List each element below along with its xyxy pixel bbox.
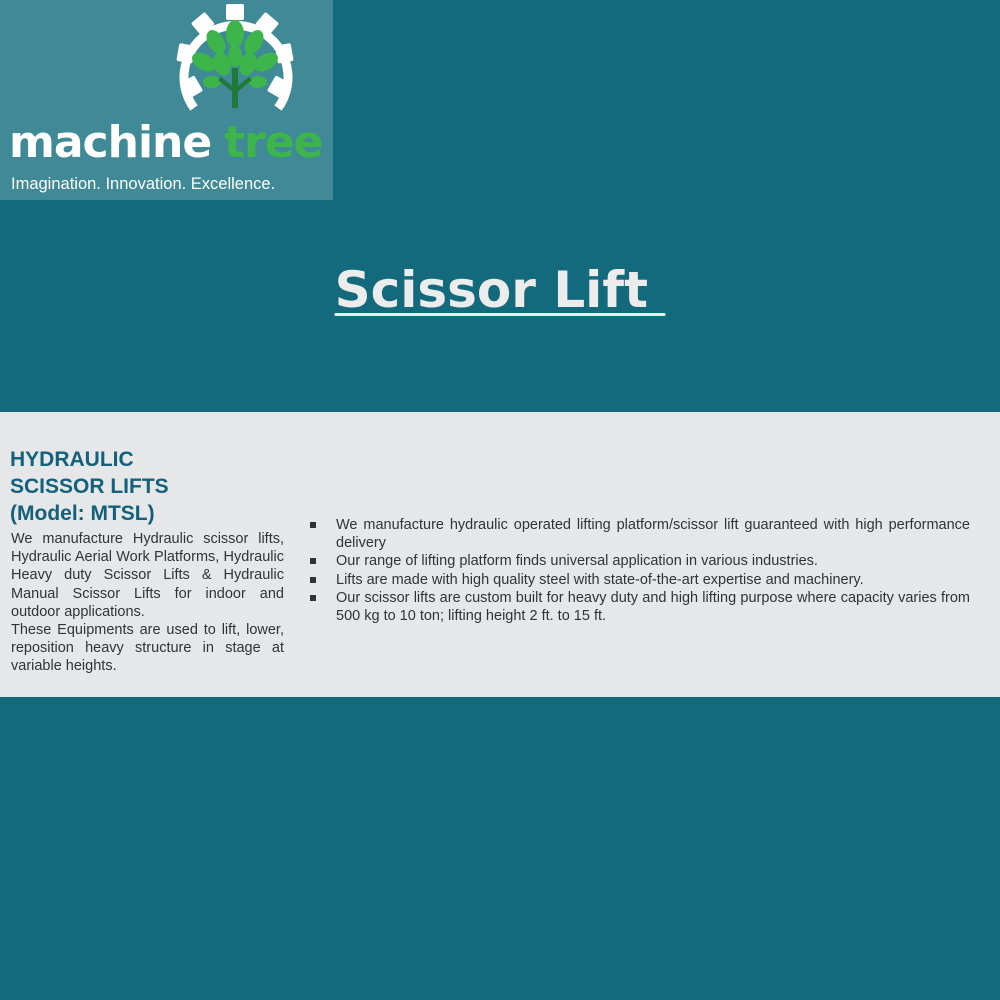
description-paragraph: We manufacture Hydraulic scissor lifts, Hydraulic Aerial Work Platforms, Hydraulic Heavy duty Scissor Lifts & Hydraulic Manual Scissor Lifts for indoor and outdoor applications. [11, 531, 284, 620]
product-heading [10, 446, 290, 527]
gear-tree-logo-icon [160, 4, 310, 122]
product-heading-line: (Model: MTSL) [10, 502, 155, 525]
brand-tagline: Imagination. Innovation. Excellence. [11, 175, 276, 193]
description-paragraph: These Equipments are used to lift, lower, reposition heavy structure in stage at variable heights. [11, 622, 284, 675]
square-bullet-icon [310, 522, 316, 528]
feature-item [308, 571, 970, 589]
feature-item [308, 589, 970, 625]
square-bullet-icon [310, 577, 316, 583]
feature-text: We manufacture hydraulic operated lifting platform/scissor lift guaranteed with high performance delivery [336, 517, 970, 552]
brand-name-machine: machine [9, 117, 212, 168]
feature-item [308, 552, 970, 570]
brand-logo [0, 0, 333, 200]
feature-text: Lifts are made with high quality steel with state-of-the-art expertise and machinery. [336, 571, 864, 588]
brand-name-tree: tree [224, 117, 323, 168]
feature-list [308, 516, 970, 625]
feature-text: Our scissor lifts are custom built for heavy duty and high lifting purpose where capacity varies from 500 kg to 10 ton; lifting height 2 ft. to 15 ft. [336, 589, 970, 625]
product-description [11, 530, 284, 676]
feature-text: Our range of lifting platform finds universal application in various industries. [336, 553, 818, 570]
page-title: Scissor Lift [334, 261, 666, 319]
square-bullet-icon [310, 558, 316, 564]
product-heading-line: HYDRAULIC [10, 448, 134, 471]
product-heading-line: SCISSOR LIFTS [10, 475, 169, 498]
feature-item [308, 516, 970, 552]
square-bullet-icon [310, 595, 316, 601]
